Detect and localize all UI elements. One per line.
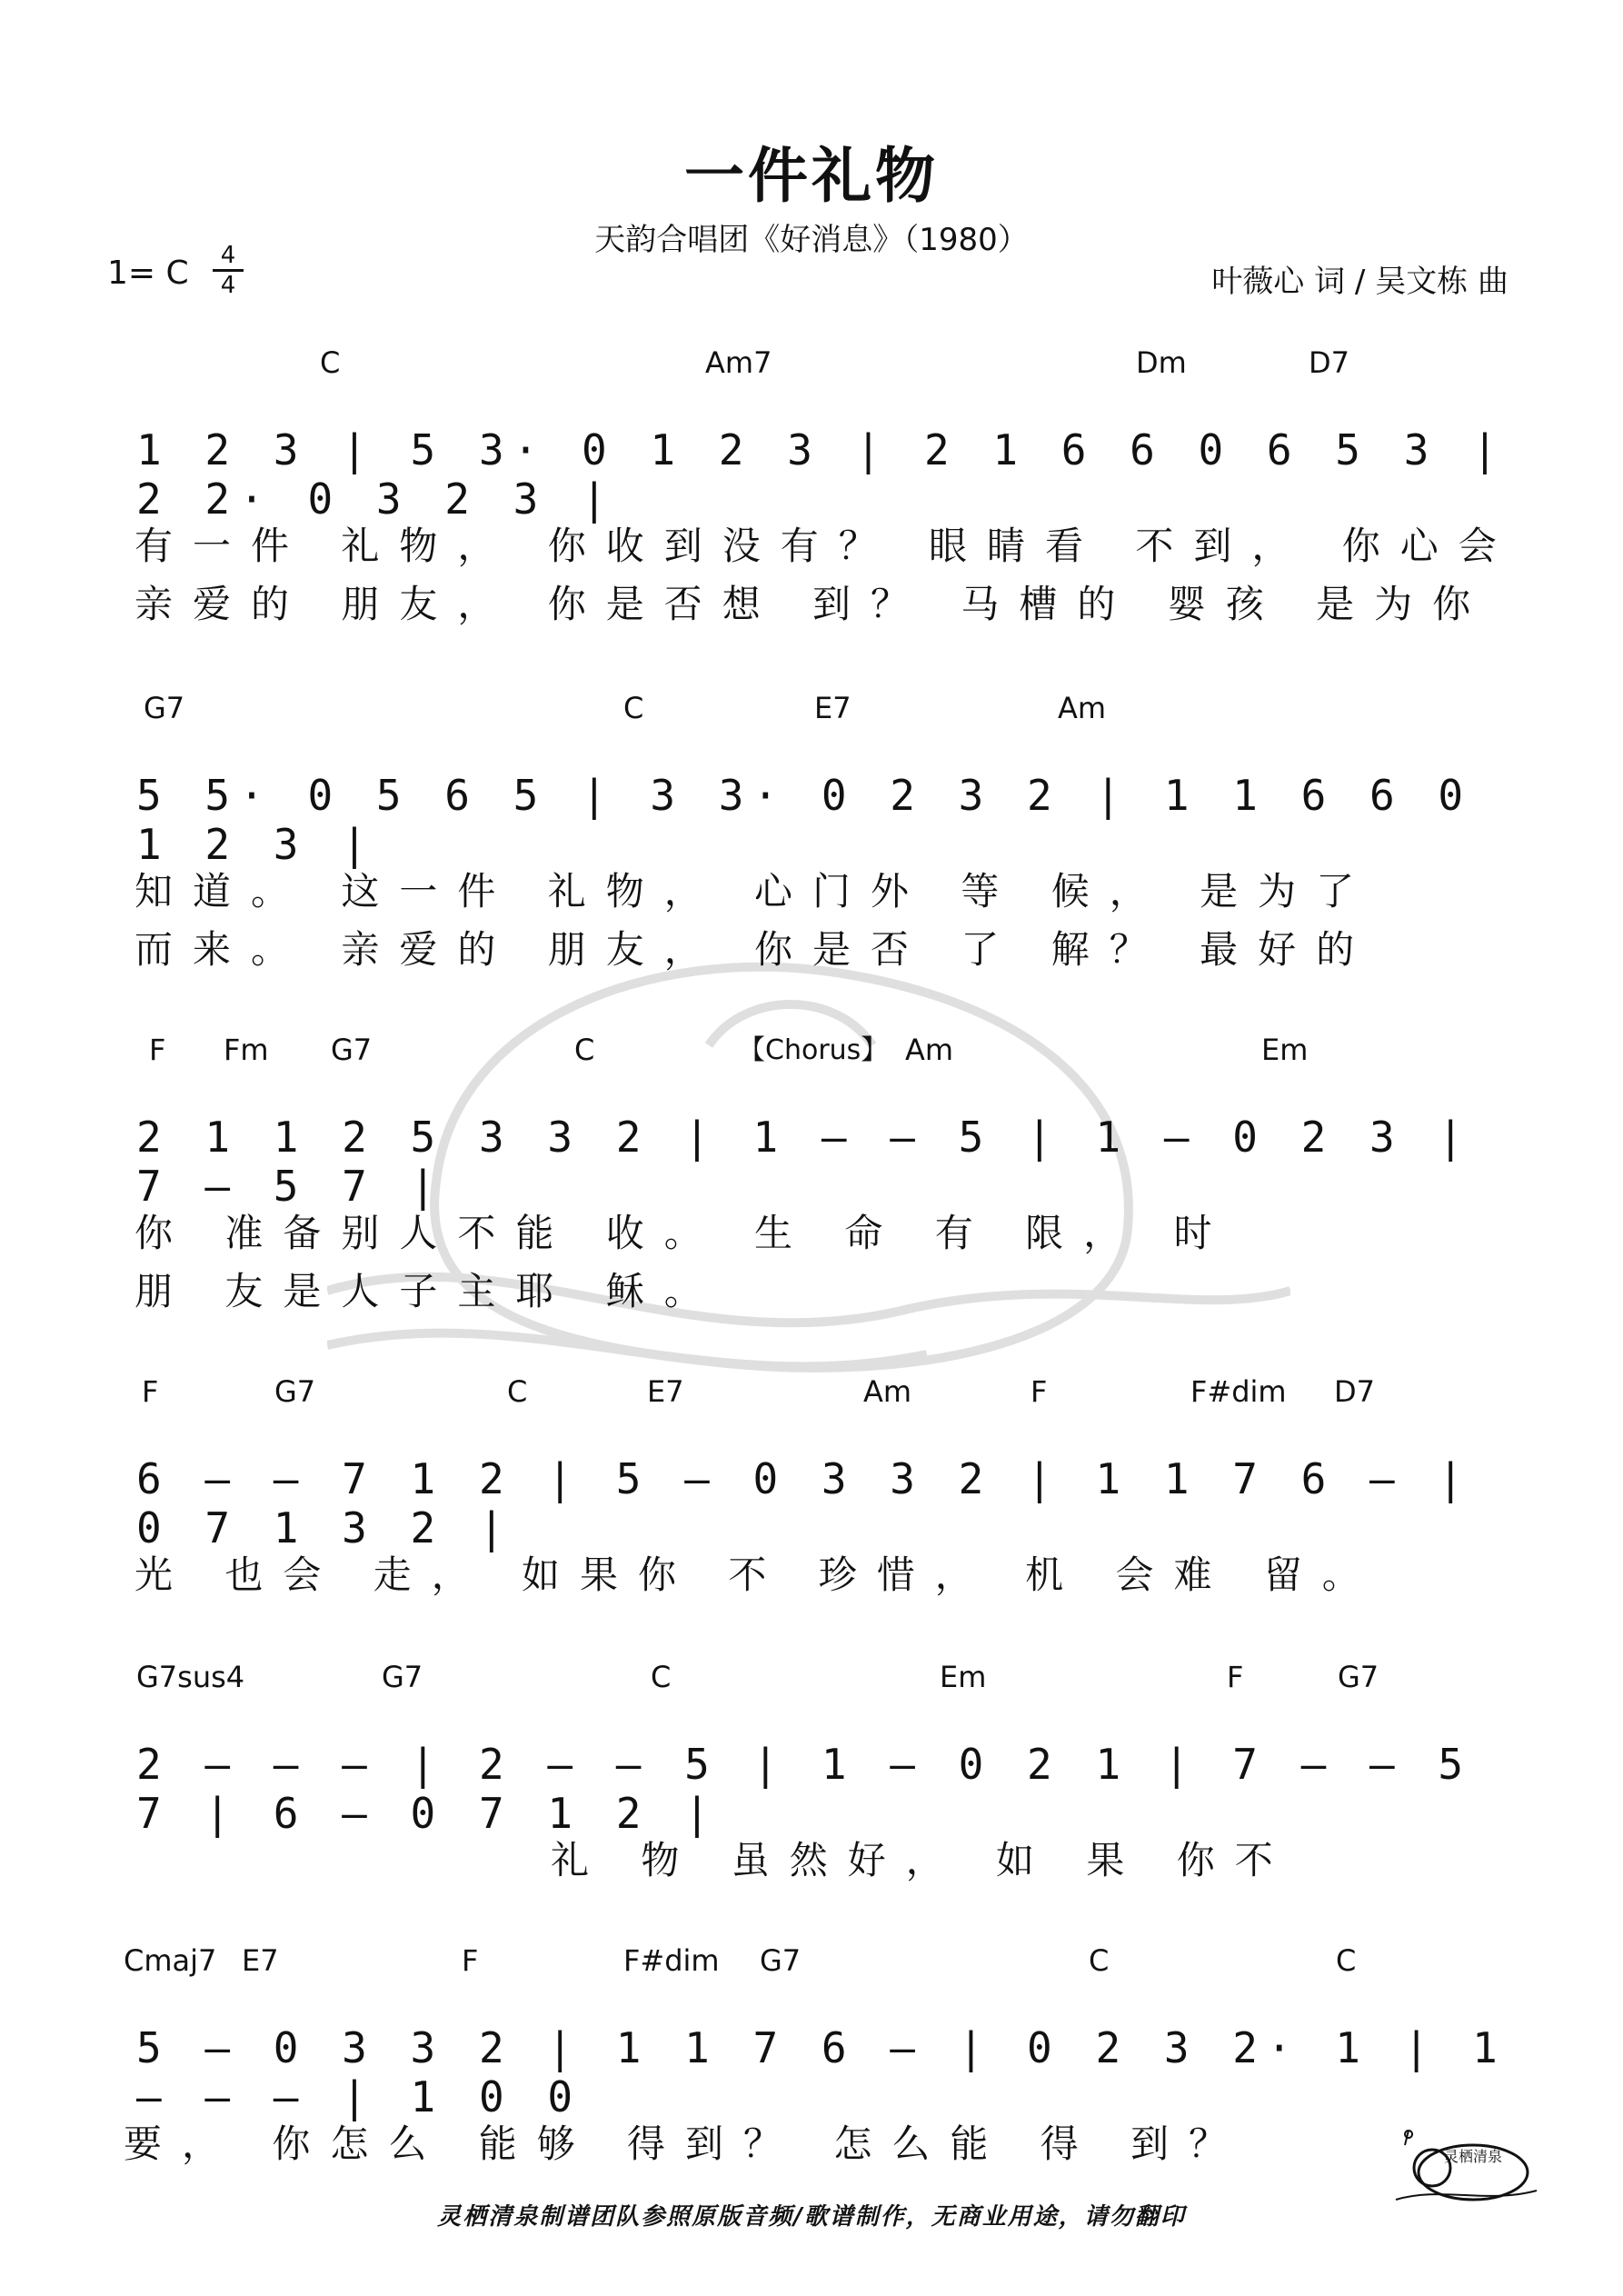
- chord-symbol: Dm: [1136, 345, 1187, 380]
- chord-symbol: Am: [905, 1033, 954, 1067]
- numbered-notes: 5 5· 0 5 6 5 | 3 3· 0 2 3 2 | 1 1 6 6 0 1 2 3 |: [136, 771, 1473, 869]
- chord-symbol: F: [1031, 1374, 1048, 1409]
- notation-line: [127, 2014, 1518, 2121]
- time-signature-top: 4: [220, 242, 236, 269]
- lyrics-verse-1: 你 准备别人不能 收。 生 命 有 限， 时: [134, 1211, 1232, 1255]
- chord-symbol: Fm: [224, 1033, 269, 1067]
- lyrics-verse-1: 要， 你怎么 能够 得到？ 怎么能 得 到？: [124, 2121, 1248, 2166]
- chord-symbol: F#dim: [623, 1943, 720, 1978]
- notation-line: [127, 762, 1518, 869]
- chord-symbol: D7: [1309, 345, 1349, 380]
- notation-line: [127, 416, 1518, 524]
- numbered-notes: 1 2 3 | 5 3· 0 1 2 3 | 2 1 6 6 0 6 5 3 | 2 2· 0 3 2 3 |: [136, 425, 1507, 524]
- chord-symbol: F: [142, 1374, 159, 1409]
- time-signature: [213, 244, 244, 297]
- chord-symbol: C: [507, 1374, 528, 1409]
- notation-line: [127, 1445, 1518, 1552]
- chord-symbol: G7: [760, 1943, 802, 1978]
- numbered-notes: 5 – 0 3 3 2 | 1 1 7 6 – | 0 2 3 2· 1 | 1 – – – | 1 0 0: [136, 2023, 1507, 2121]
- lyrics-verse-1: 光 也会 走， 如果你 不 珍惜， 机 会难 留。: [134, 1552, 1380, 1597]
- chord-symbol: G7: [274, 1374, 316, 1409]
- song-title: 一件礼物: [684, 141, 939, 211]
- lyrics-verse-1: 礼 物 虽然好， 如 果 你不: [551, 1838, 1293, 1882]
- chord-symbol: C: [651, 1660, 672, 1694]
- chord-symbol: E7: [242, 1943, 279, 1978]
- numbered-notes: 6 – – 7 1 2 | 5 – 0 3 3 2 | 1 1 7 6 – | 0 7 1 3 2 |: [136, 1454, 1473, 1552]
- numbered-notes: 2 1 1 2 5 3 3 2 | 1 – – 5 | 1 – 0 2 3 | 7 – 5 7 |: [136, 1113, 1473, 1211]
- chord-symbol: Am: [863, 1374, 912, 1409]
- chord-symbol: Em: [1261, 1033, 1309, 1067]
- song-subtitle: 天韵合唱团《好消息》（1980）: [594, 222, 1029, 258]
- chord-symbol: F: [149, 1033, 166, 1067]
- lyrics-verse-1: 知道。 这一件 礼物， 心门外 等 候， 是为了: [134, 869, 1375, 913]
- lyrics-verse-2: 朋 友是人子主耶 稣。: [134, 1269, 722, 1313]
- notation-line: [127, 1731, 1518, 1838]
- chord-symbol: F: [462, 1943, 479, 1978]
- chord-symbol: G7: [331, 1033, 373, 1067]
- chord-symbol: Em: [940, 1660, 987, 1694]
- lyrics-verse-1: 有一件 礼物， 你收到没有？ 眼睛看 不到， 你心会: [134, 524, 1517, 568]
- numbered-notes: 2 – – – | 2 – – 5 | 1 – 0 2 1 | 7 – – 5 7 | 6 – 0 7 1 2 |: [136, 1740, 1473, 1838]
- logo-lettering: 灵栖清泉: [1443, 2148, 1503, 2165]
- chord-symbol: G7: [382, 1660, 423, 1694]
- key-signature: 1= C: [107, 255, 189, 292]
- chord-symbol: C: [1336, 1943, 1357, 1978]
- chord-symbol: Cmaj7: [124, 1943, 217, 1978]
- song-credits: 叶薇心 词 / 吴文栋 曲: [1211, 264, 1508, 300]
- chord-symbol: C: [320, 345, 341, 380]
- sheep-logo-icon: [1387, 2118, 1541, 2209]
- chord-symbol: C: [1089, 1943, 1110, 1978]
- chord-symbol: C: [574, 1033, 595, 1067]
- chord-symbol: Am: [1058, 691, 1107, 725]
- chord-symbol: G7: [1338, 1660, 1379, 1694]
- time-signature-bottom: 4: [220, 272, 236, 299]
- lyrics-verse-2: 亲爱的 朋友， 你是否想 到？ 马槽的 婴孩 是为你: [134, 582, 1491, 626]
- chord-symbol: G7sus4: [136, 1660, 245, 1694]
- chord-symbol: C: [623, 691, 644, 725]
- chord-symbol: F: [1227, 1660, 1244, 1694]
- notation-line: [127, 1103, 1518, 1211]
- chorus-marker: 【Chorus】: [738, 1034, 889, 1066]
- chord-symbol: E7: [814, 691, 851, 725]
- chord-symbol: Am7: [705, 345, 772, 380]
- chord-symbol: D7: [1334, 1374, 1375, 1409]
- chord-symbol: G7: [144, 691, 185, 725]
- footer-note: 灵栖清泉制谱团队参照原版音频/歌谱制作，无商业用途，请勿翻印: [437, 2203, 1186, 2231]
- chord-symbol: E7: [647, 1374, 684, 1409]
- chord-symbol: F#dim: [1190, 1374, 1287, 1409]
- lyrics-verse-2: 而来。 亲爱的 朋友， 你是否 了 解？ 最好的: [134, 927, 1375, 972]
